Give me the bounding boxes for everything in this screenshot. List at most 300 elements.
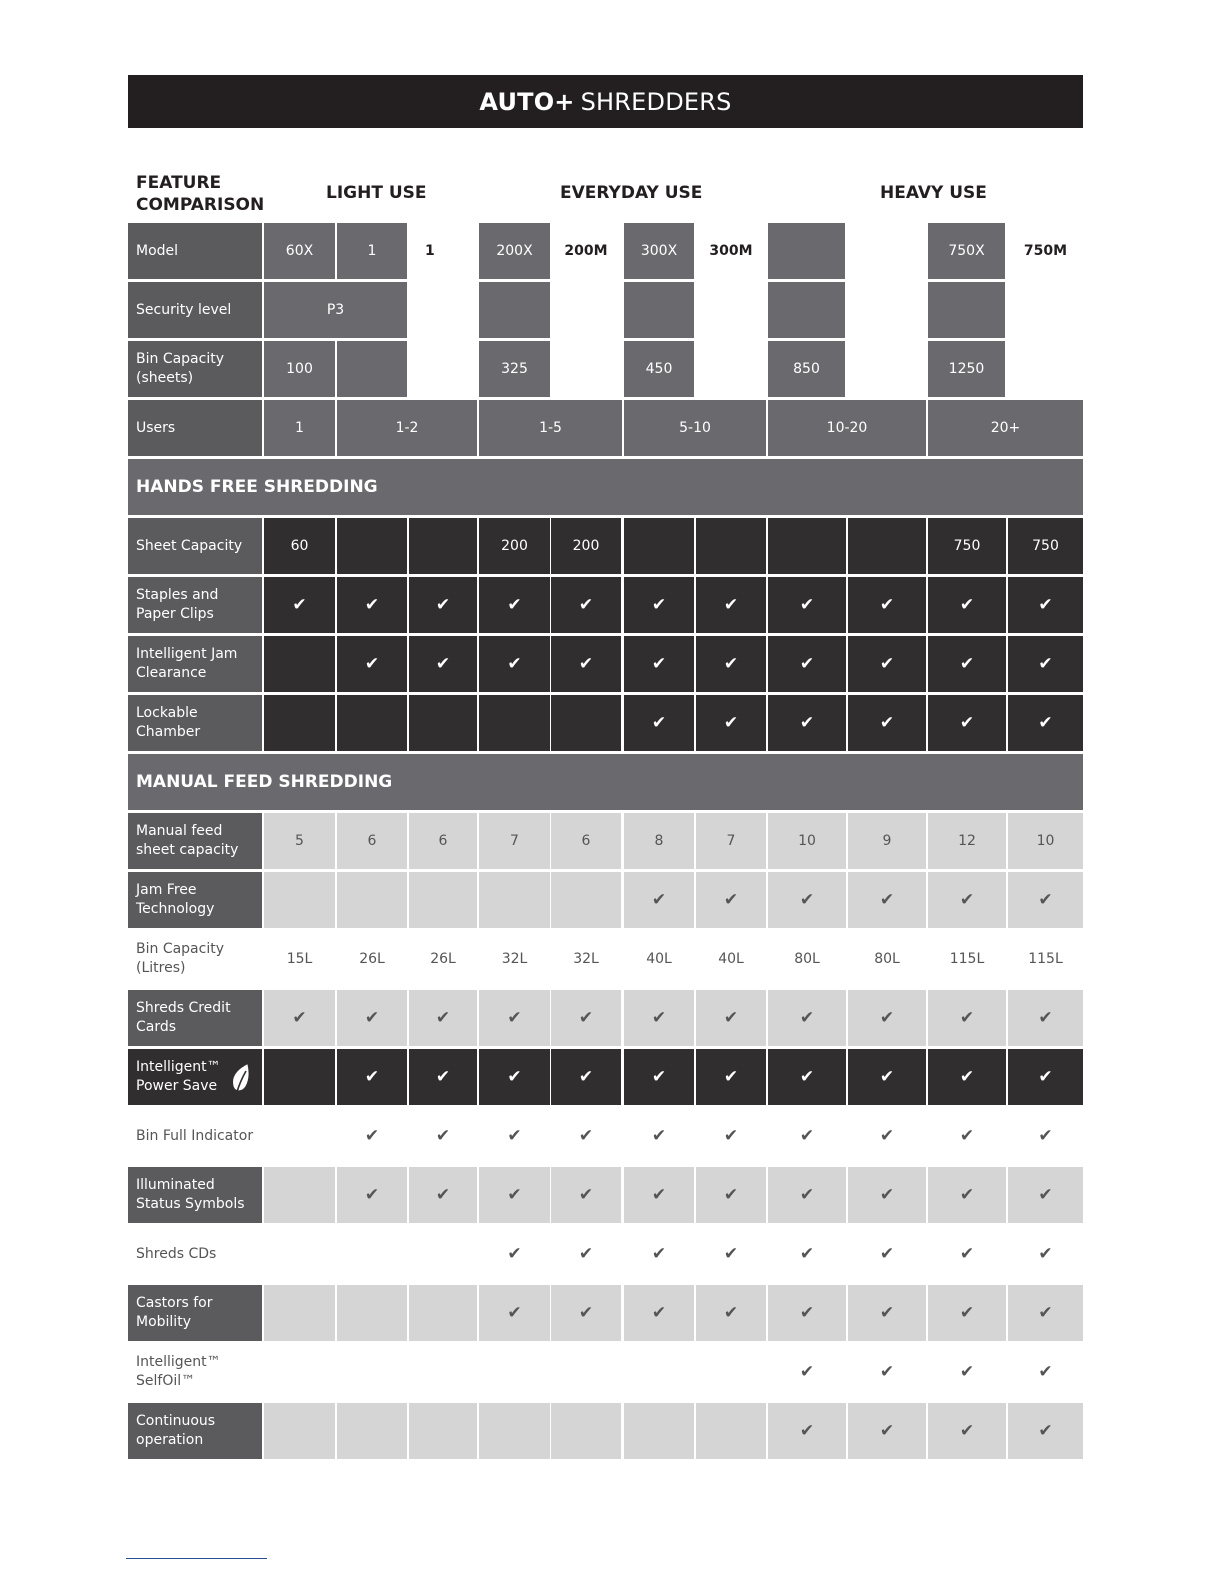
check-mark-icon: ✔	[723, 1008, 739, 1028]
row-label: Lockable Chamber	[128, 695, 262, 751]
check-mark-icon: ✔	[364, 654, 380, 674]
check-cell	[479, 1108, 550, 1164]
value-cell: 40L	[718, 951, 744, 967]
check-mark-icon: ✔	[959, 1008, 975, 1028]
check-mark-icon: ✔	[651, 1303, 667, 1323]
check-cell	[848, 872, 926, 928]
empty-cell	[337, 341, 407, 397]
check-mark-icon: ✔	[364, 1067, 380, 1087]
value-cell	[551, 1344, 621, 1400]
check-mark-icon: ✔	[879, 654, 895, 674]
check-cell	[928, 1285, 1006, 1341]
check-cell	[1008, 1403, 1083, 1459]
check-cell	[409, 1049, 477, 1105]
check-cell	[928, 1403, 1006, 1459]
check-cell	[928, 1049, 1006, 1105]
bin-sheets-cell: 1250	[928, 341, 1005, 397]
check-cell	[928, 1108, 1006, 1164]
value-cell: 10	[768, 813, 846, 869]
value-cell	[264, 1049, 335, 1105]
check-mark-icon: ✔	[799, 1303, 815, 1323]
model-cell: 60X	[264, 223, 335, 279]
check-cell	[624, 1108, 694, 1164]
check-mark-icon: ✔	[1038, 890, 1053, 910]
check-cell	[479, 636, 550, 692]
everyday-use-heading: EVERYDAY USE	[560, 183, 703, 203]
check-cell	[928, 1226, 1006, 1282]
value-cell: 40L	[646, 951, 672, 967]
check-mark-icon: ✔	[959, 1067, 975, 1087]
check-cell	[768, 636, 846, 692]
users-cell: 20+	[928, 400, 1083, 456]
value-cell	[337, 1344, 407, 1400]
check-cell	[624, 636, 694, 692]
check-mark-icon: ✔	[651, 1244, 667, 1264]
check-cell	[551, 1167, 621, 1223]
check-mark-icon: ✔	[723, 1126, 739, 1146]
value-cell	[264, 1226, 335, 1282]
check-mark-icon: ✔	[959, 1303, 975, 1323]
value-cell: 750	[1008, 518, 1083, 574]
check-mark-icon: ✔	[959, 1362, 975, 1382]
check-mark-icon: ✔	[879, 1067, 895, 1087]
value-cell	[624, 1403, 694, 1459]
value-cell	[264, 636, 335, 692]
check-mark-icon: ✔	[723, 654, 739, 674]
check-mark-icon: ✔	[959, 654, 975, 674]
check-mark-icon: ✔	[435, 595, 451, 615]
check-mark-icon: ✔	[651, 1067, 667, 1087]
check-cell	[1008, 1226, 1083, 1282]
check-mark-icon: ✔	[959, 890, 975, 910]
check-mark-icon: ✔	[651, 595, 667, 615]
check-cell	[264, 577, 335, 633]
check-mark-icon: ✔	[799, 1008, 815, 1028]
check-mark-icon: ✔	[1038, 1362, 1053, 1382]
value-cell	[264, 695, 335, 751]
section-hands-free: HANDS FREE SHREDDING	[128, 459, 1083, 515]
value-cell	[409, 1403, 477, 1459]
check-cell	[768, 695, 846, 751]
check-cell	[768, 872, 846, 928]
check-mark-icon: ✔	[723, 1303, 739, 1323]
value-cell	[264, 872, 335, 928]
check-mark-icon: ✔	[799, 1421, 815, 1441]
check-mark-icon: ✔	[578, 1185, 594, 1205]
model-cell	[768, 223, 845, 279]
check-cell	[848, 1403, 926, 1459]
check-cell	[928, 695, 1006, 751]
value-cell	[264, 1285, 335, 1341]
check-cell	[928, 1344, 1006, 1400]
check-cell	[624, 1226, 694, 1282]
check-mark-icon: ✔	[799, 1126, 815, 1146]
check-mark-icon: ✔	[959, 1185, 975, 1205]
check-mark-icon: ✔	[799, 890, 815, 910]
check-cell	[696, 577, 766, 633]
banner-rest: SHREDDERS	[580, 87, 732, 116]
row-label: Bin Full Indicator	[136, 1127, 254, 1144]
check-mark-icon: ✔	[879, 1421, 895, 1441]
check-mark-icon: ✔	[364, 1185, 380, 1205]
check-cell	[696, 1049, 766, 1105]
value-cell: 15L	[286, 951, 313, 967]
value-cell	[624, 518, 694, 574]
empty-cell	[479, 282, 550, 338]
check-cell	[848, 1049, 926, 1105]
check-mark-icon: ✔	[879, 1303, 895, 1323]
check-mark-icon: ✔	[578, 595, 594, 615]
value-cell	[337, 695, 407, 751]
check-cell	[696, 1226, 766, 1282]
check-cell	[928, 636, 1006, 692]
value-cell: 6	[337, 813, 407, 869]
check-cell	[624, 577, 694, 633]
banner-bold: AUTO+	[479, 87, 575, 116]
check-mark-icon: ✔	[879, 595, 895, 615]
value-cell	[409, 1226, 477, 1282]
value-cell	[479, 1344, 550, 1400]
check-cell	[928, 990, 1006, 1046]
value-cell: 12	[928, 813, 1006, 869]
model-cell: 300X	[624, 223, 694, 279]
check-cell	[848, 577, 926, 633]
check-cell	[1008, 1108, 1083, 1164]
value-cell: 9	[848, 813, 926, 869]
value-cell	[479, 872, 550, 928]
check-mark-icon: ✔	[292, 595, 307, 615]
check-mark-icon: ✔	[435, 1008, 451, 1028]
check-mark-icon: ✔	[879, 890, 895, 910]
section-manual-feed: MANUAL FEED SHREDDING	[128, 754, 1083, 810]
row-label: Security level	[128, 282, 262, 338]
check-mark-icon: ✔	[723, 1244, 739, 1264]
check-mark-icon: ✔	[651, 890, 667, 910]
row-label: Model	[128, 223, 262, 279]
row-label: Castors for Mobility	[128, 1285, 262, 1341]
model-cell: 750X	[928, 223, 1005, 279]
value-cell: 60	[264, 518, 335, 574]
check-mark-icon: ✔	[1038, 1126, 1053, 1146]
check-mark-icon: ✔	[435, 1067, 451, 1087]
value-cell	[696, 1344, 766, 1400]
value-cell	[479, 695, 550, 751]
check-cell	[409, 990, 477, 1046]
value-cell: 750	[928, 518, 1006, 574]
check-mark-icon: ✔	[879, 1126, 895, 1146]
check-cell	[624, 1049, 694, 1105]
check-cell	[479, 990, 550, 1046]
check-cell	[768, 577, 846, 633]
footer-rule	[126, 1558, 267, 1559]
model-cell: 1	[337, 223, 407, 279]
check-mark-icon: ✔	[578, 1303, 594, 1323]
row-label: Intelligent™ Power Save	[128, 1049, 262, 1105]
check-cell	[696, 636, 766, 692]
check-cell	[696, 1108, 766, 1164]
check-mark-icon: ✔	[1038, 1185, 1053, 1205]
check-mark-icon: ✔	[799, 1244, 815, 1264]
check-mark-icon: ✔	[435, 1126, 451, 1146]
check-mark-icon: ✔	[1038, 654, 1053, 674]
row-label: Bin Capacity (sheets)	[128, 341, 262, 397]
check-mark-icon: ✔	[651, 654, 667, 674]
check-cell	[928, 872, 1006, 928]
check-mark-icon: ✔	[651, 1185, 667, 1205]
row-label: Intelligent Jam Clearance	[128, 636, 262, 692]
check-cell	[479, 1049, 550, 1105]
check-cell	[928, 577, 1006, 633]
check-cell	[768, 1344, 846, 1400]
value-cell: 5	[264, 813, 335, 869]
value-cell: 7	[479, 813, 550, 869]
row-label: Sheet Capacity	[128, 518, 262, 574]
check-mark-icon: ✔	[364, 1008, 380, 1028]
value-cell: 80L	[794, 951, 820, 967]
check-cell	[1008, 990, 1083, 1046]
check-cell	[848, 1108, 926, 1164]
leaf-icon	[228, 1061, 252, 1095]
check-cell	[848, 1285, 926, 1341]
check-cell	[479, 577, 550, 633]
check-cell	[337, 636, 407, 692]
check-cell	[551, 990, 621, 1046]
value-cell	[624, 1344, 694, 1400]
check-mark-icon: ✔	[723, 595, 739, 615]
model-cell: 1	[425, 243, 435, 259]
check-cell	[848, 695, 926, 751]
check-cell	[1008, 872, 1083, 928]
check-cell	[696, 990, 766, 1046]
check-cell	[624, 1285, 694, 1341]
check-cell	[264, 990, 335, 1046]
check-cell	[624, 990, 694, 1046]
check-cell	[551, 1226, 621, 1282]
value-cell: 115L	[1028, 951, 1063, 967]
bin-sheets-cell: 100	[264, 341, 335, 397]
check-cell	[337, 990, 407, 1046]
value-cell: 115L	[949, 951, 985, 967]
value-cell	[696, 518, 766, 574]
value-cell	[409, 1285, 477, 1341]
page-banner	[128, 75, 1083, 128]
check-mark-icon: ✔	[1038, 713, 1053, 733]
users-cell: 10-20	[768, 400, 926, 456]
check-mark-icon: ✔	[959, 1126, 975, 1146]
check-mark-icon: ✔	[364, 1126, 380, 1146]
empty-cell	[768, 282, 845, 338]
check-mark-icon: ✔	[507, 1008, 522, 1028]
check-cell	[337, 1108, 407, 1164]
check-cell	[409, 636, 477, 692]
check-mark-icon: ✔	[1038, 1067, 1053, 1087]
check-mark-icon: ✔	[1038, 1303, 1053, 1323]
row-label: Bin Capacity (Litres)	[136, 941, 224, 976]
check-cell	[624, 695, 694, 751]
check-cell	[337, 1049, 407, 1105]
check-mark-icon: ✔	[364, 595, 380, 615]
check-cell	[479, 1285, 550, 1341]
check-mark-icon: ✔	[799, 595, 815, 615]
check-cell	[624, 872, 694, 928]
check-mark-icon: ✔	[799, 713, 815, 733]
light-use-heading: LIGHT USE	[326, 183, 427, 203]
check-cell	[479, 1167, 550, 1223]
check-cell	[479, 1226, 550, 1282]
check-cell	[696, 872, 766, 928]
empty-cell	[624, 282, 694, 338]
check-cell	[696, 1167, 766, 1223]
check-mark-icon: ✔	[651, 713, 667, 733]
value-cell	[409, 695, 477, 751]
value-cell	[848, 518, 926, 574]
value-cell	[409, 518, 477, 574]
value-cell	[337, 1285, 407, 1341]
check-cell	[551, 577, 621, 633]
check-mark-icon: ✔	[1038, 1008, 1053, 1028]
check-mark-icon: ✔	[799, 1067, 815, 1087]
check-mark-icon: ✔	[578, 1008, 594, 1028]
check-cell	[551, 1108, 621, 1164]
check-cell	[1008, 1167, 1083, 1223]
bin-sheets-cell: 850	[768, 341, 845, 397]
check-cell	[768, 1167, 846, 1223]
value-cell: 7	[696, 813, 766, 869]
row-label: Shreds Credit Cards	[128, 990, 262, 1046]
check-mark-icon: ✔	[879, 1185, 895, 1205]
check-cell	[696, 1285, 766, 1341]
row-label: Manual feed sheet capacity	[128, 813, 262, 869]
check-cell	[1008, 1049, 1083, 1105]
row-label: Jam Free Technology	[128, 872, 262, 928]
security-level-cell: P3	[264, 282, 407, 338]
check-mark-icon: ✔	[507, 1303, 522, 1323]
check-cell	[928, 1167, 1006, 1223]
value-cell: 80L	[874, 951, 900, 967]
check-cell	[1008, 577, 1083, 633]
check-mark-icon: ✔	[799, 654, 815, 674]
check-mark-icon: ✔	[959, 1244, 975, 1264]
check-mark-icon: ✔	[1038, 1421, 1053, 1441]
check-mark-icon: ✔	[1038, 595, 1053, 615]
row-label: Illuminated Status Symbols	[128, 1167, 262, 1223]
check-cell	[848, 990, 926, 1046]
check-mark-icon: ✔	[1038, 1244, 1053, 1264]
bin-sheets-cell: 325	[479, 341, 550, 397]
value-cell: 10	[1008, 813, 1083, 869]
empty-cell	[928, 282, 1005, 338]
value-cell: 32L	[501, 951, 528, 967]
check-mark-icon: ✔	[879, 1244, 895, 1264]
model-cell: 200M	[564, 243, 608, 259]
check-mark-icon: ✔	[578, 1126, 594, 1146]
check-cell	[624, 1167, 694, 1223]
check-mark-icon: ✔	[959, 713, 975, 733]
model-cell: 750M	[1023, 243, 1068, 259]
model-cell: 200X	[479, 223, 550, 279]
value-cell	[337, 518, 407, 574]
value-cell	[768, 518, 846, 574]
value-cell	[409, 872, 477, 928]
row-label: Continuous operation	[128, 1403, 262, 1459]
check-mark-icon: ✔	[879, 1362, 895, 1382]
check-cell	[337, 1167, 407, 1223]
check-cell	[696, 695, 766, 751]
check-cell	[1008, 695, 1083, 751]
check-cell	[551, 636, 621, 692]
check-mark-icon: ✔	[799, 1362, 815, 1382]
check-cell	[1008, 1344, 1083, 1400]
check-cell	[768, 1403, 846, 1459]
check-cell	[551, 1049, 621, 1105]
check-mark-icon: ✔	[651, 1008, 667, 1028]
check-mark-icon: ✔	[879, 1008, 895, 1028]
check-mark-icon: ✔	[651, 1126, 667, 1146]
value-cell	[264, 1108, 335, 1164]
users-cell: 5-10	[624, 400, 766, 456]
check-mark-icon: ✔	[799, 1185, 815, 1205]
value-cell	[337, 1226, 407, 1282]
value-cell: 26L	[359, 951, 385, 967]
row-label: Intelligent™ SelfOil™	[136, 1354, 221, 1389]
value-cell	[264, 1167, 335, 1223]
check-cell	[409, 577, 477, 633]
check-cell	[768, 1049, 846, 1105]
value-cell	[337, 1403, 407, 1459]
feature-comparison-heading: FEATURE COMPARISON	[136, 173, 265, 215]
check-mark-icon: ✔	[507, 654, 522, 674]
check-mark-icon: ✔	[879, 713, 895, 733]
check-cell	[848, 1344, 926, 1400]
users-cell: 1-5	[479, 400, 622, 456]
check-cell	[1008, 1285, 1083, 1341]
value-cell	[409, 1344, 477, 1400]
value-cell	[337, 872, 407, 928]
value-cell: 200	[479, 518, 550, 574]
check-mark-icon: ✔	[507, 1244, 522, 1264]
check-mark-icon: ✔	[507, 1067, 522, 1087]
value-cell	[696, 1403, 766, 1459]
users-cell: 1-2	[337, 400, 477, 456]
check-mark-icon: ✔	[507, 1126, 522, 1146]
check-cell	[768, 990, 846, 1046]
value-cell: 26L	[430, 951, 456, 967]
value-cell: 32L	[573, 951, 599, 967]
check-mark-icon: ✔	[292, 1008, 307, 1028]
heavy-use-heading: HEAVY USE	[880, 183, 987, 203]
check-mark-icon: ✔	[959, 1421, 975, 1441]
value-cell	[264, 1344, 335, 1400]
check-cell	[768, 1226, 846, 1282]
value-cell	[551, 695, 621, 751]
value-cell	[264, 1403, 335, 1459]
check-cell	[551, 1285, 621, 1341]
check-mark-icon: ✔	[723, 1185, 739, 1205]
check-mark-icon: ✔	[435, 654, 451, 674]
check-mark-icon: ✔	[507, 595, 522, 615]
row-label: Staples and Paper Clips	[128, 577, 262, 633]
check-mark-icon: ✔	[723, 890, 739, 910]
value-cell	[551, 1403, 621, 1459]
check-mark-icon: ✔	[959, 595, 975, 615]
model-cell: 300M	[709, 243, 753, 259]
users-cell: 1	[264, 400, 335, 456]
value-cell: 200	[551, 518, 621, 574]
value-cell: 8	[624, 813, 694, 869]
check-cell	[337, 577, 407, 633]
check-mark-icon: ✔	[435, 1185, 451, 1205]
check-mark-icon: ✔	[578, 1244, 594, 1264]
